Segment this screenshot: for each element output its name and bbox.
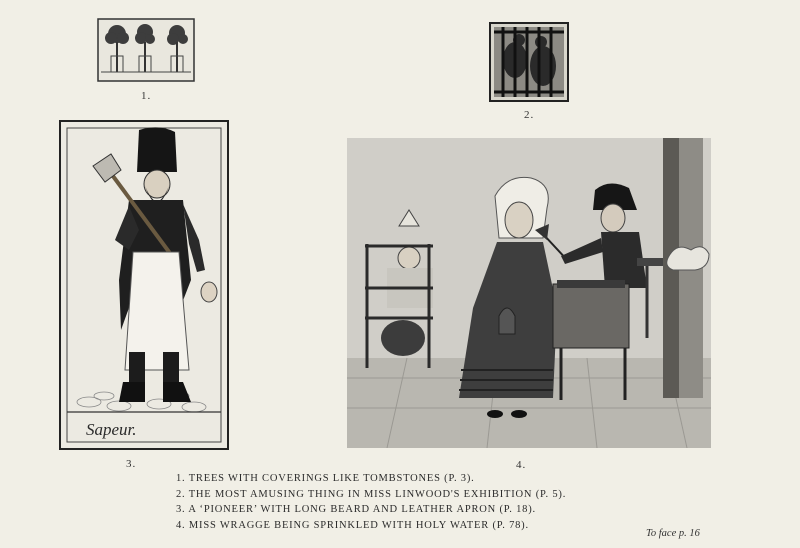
figure-3-signature: Sapeur. xyxy=(86,420,137,439)
figure-4-scene xyxy=(347,138,711,448)
caption-1: 1. TREES WITH COVERINGS LIKE TOMBSTONES (P. 3). xyxy=(176,473,475,484)
figure-2-cage xyxy=(489,22,569,102)
figure-3-number: 3. xyxy=(126,458,137,470)
caption-4: 4. MISS WRAGGE BEING SPRINKLED WITH HOLY WATER (P. 78). xyxy=(176,519,529,531)
figure-4-number: 4. xyxy=(516,459,527,471)
to-face-note: To face p. 16 xyxy=(646,528,700,539)
figure-1-number: 1. xyxy=(141,90,152,102)
figure-2-number: 2. xyxy=(524,109,535,121)
caption-list xyxy=(176,471,696,533)
caption-3: 3. A ‘PIONEER’ WITH LONG BEARD AND LEATHER APRON (P. 18). xyxy=(176,504,536,516)
caption-2: 2. THE MOST AMUSING THING IN MISS LINWOOD'S EXHIBITION (P. 5). xyxy=(176,488,567,500)
figure-3-pioneer xyxy=(59,120,229,450)
figure-1-trees xyxy=(97,18,195,82)
